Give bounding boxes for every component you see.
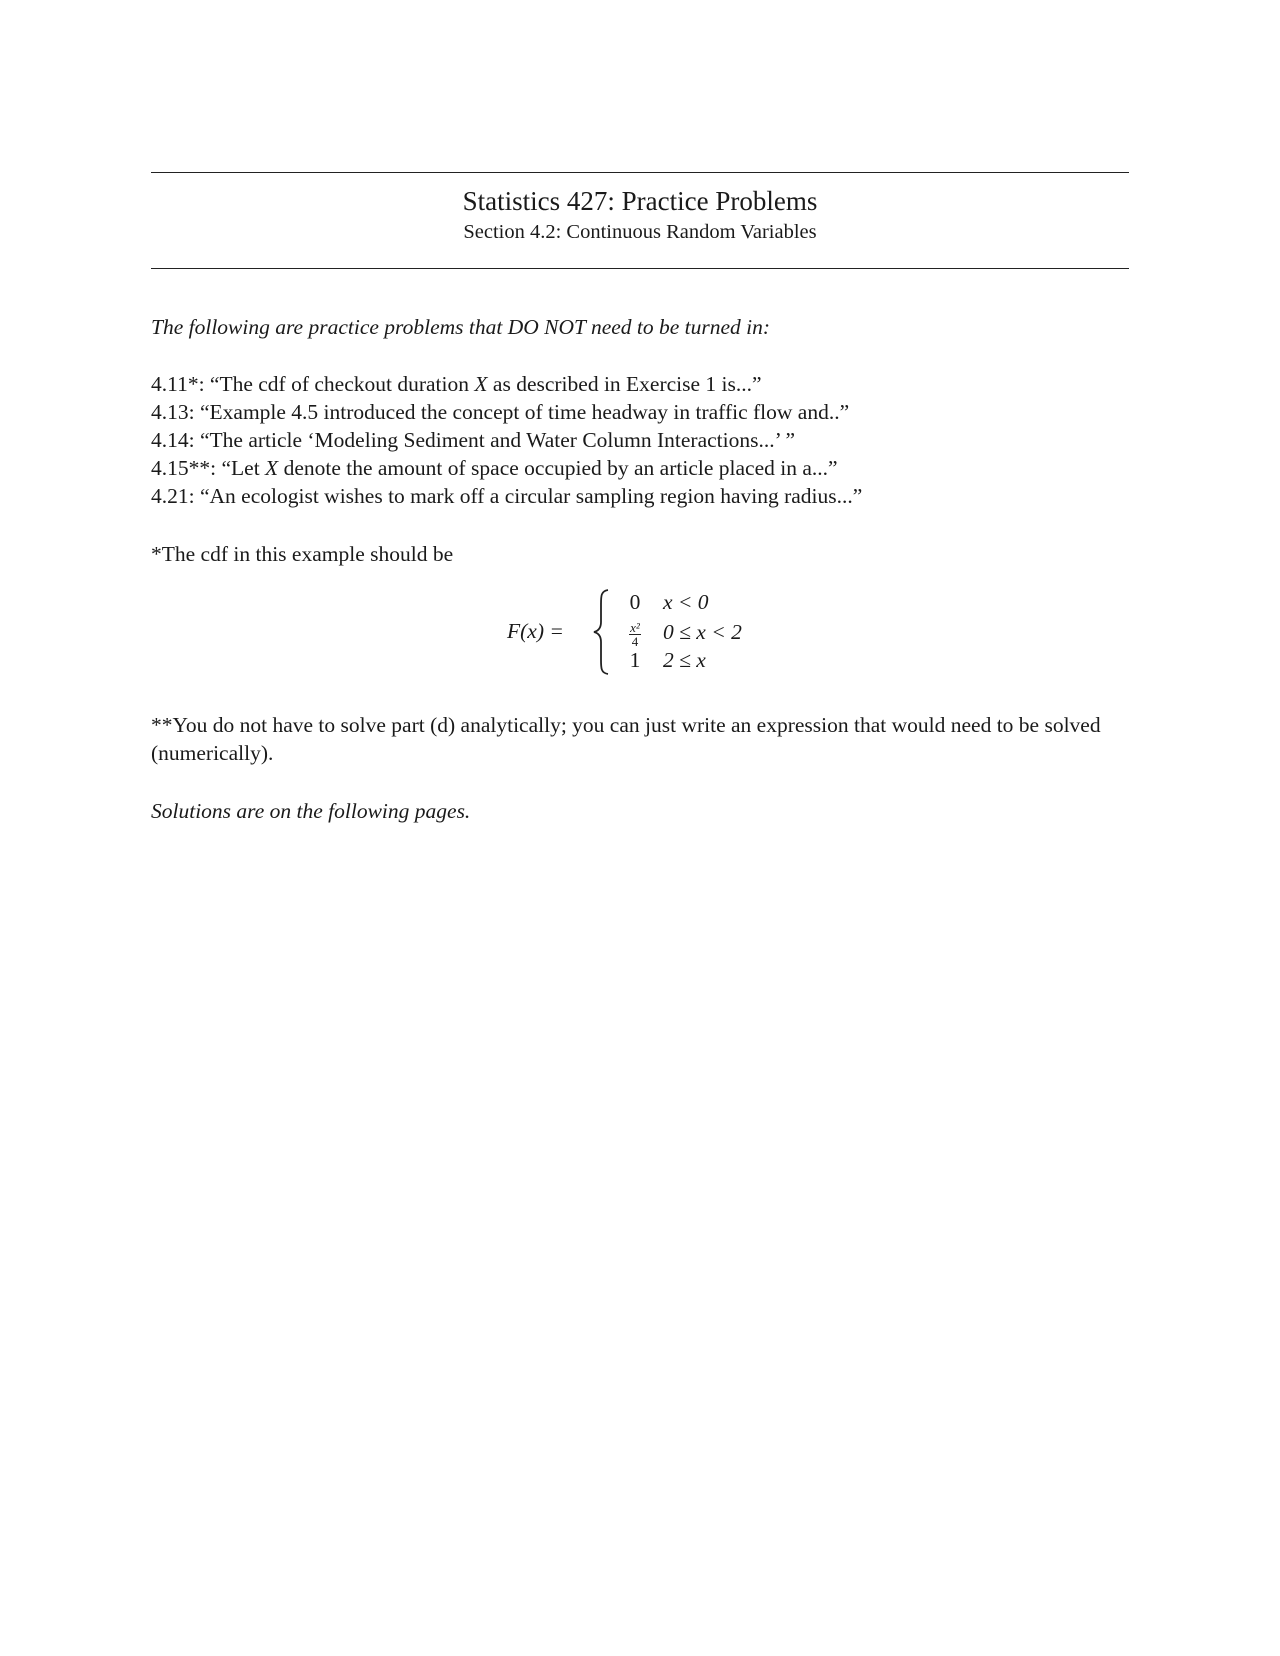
problem-item: 4.14: “The article ‘Modeling Sediment and Water Column Interactions...’ ” bbox=[151, 428, 796, 452]
closing-text: Solutions are on the following pages. bbox=[151, 799, 471, 823]
double-asterisk-note: **You do not have to solve part (d) analytically; you can just write an expression that would need to be solved (numerically). bbox=[151, 713, 1101, 765]
problem-item: 4.11*: “The cdf of checkout duration X as described in Exercise 1 is...” bbox=[151, 372, 762, 396]
cdf-case: 1 2 ≤ x bbox=[629, 648, 706, 672]
cdf-equation bbox=[505, 588, 805, 678]
cdf-lhs: F(x) = bbox=[507, 619, 564, 643]
page-subtitle: Section 4.2: Continuous Random Variables bbox=[463, 221, 817, 243]
fraction: $\frac{\text{x²}}{4}$ bbox=[630, 619, 640, 649]
header-top-rule bbox=[151, 172, 1129, 173]
problem-item: 4.15**: “Let X denote the amount of space occupied by an article placed in a...” bbox=[151, 456, 838, 480]
problem-list bbox=[151, 370, 1131, 510]
header bbox=[151, 184, 1129, 246]
cdf-case: 0 x < 0 bbox=[629, 590, 709, 614]
intro-text: The following are practice problems that DO NOT need to be turned in: bbox=[151, 315, 771, 339]
header-bottom-rule bbox=[151, 268, 1129, 269]
cdf-case: $\frac{\text{x²}}{4}$ 0 ≤ x < 2 bbox=[630, 619, 742, 649]
problem-item: 4.13: “Example 4.5 introduced the concept of time headway in traffic flow and..” bbox=[151, 400, 850, 424]
left-brace-icon bbox=[591, 588, 611, 676]
page-title: Statistics 427: Practice Problems bbox=[462, 186, 818, 216]
problem-item: 4.21: “An ecologist wishes to mark off a circular sampling region having radius...” bbox=[151, 484, 863, 508]
single-asterisk-note: *The cdf in this example should be bbox=[151, 542, 454, 566]
